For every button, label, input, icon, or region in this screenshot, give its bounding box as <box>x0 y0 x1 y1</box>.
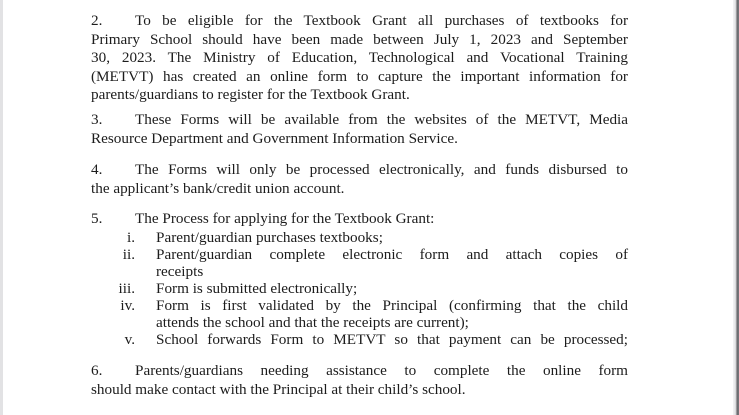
paragraph-6-line-2 <box>91 381 628 399</box>
paragraph-5 <box>91 210 628 228</box>
step-text: Form is first validated by the Principal (confirming that the child <box>156 296 628 314</box>
paragraph-line: the applicant’s bank/credit union account. <box>91 179 345 197</box>
paragraph-line: Primary School should have been made between July 1, 2023 and September <box>91 30 628 48</box>
step-numeral: v. <box>124 330 135 348</box>
step-text: Parent/guardian complete electronic form and attach copies of <box>156 245 628 263</box>
paragraph-3-line-2 <box>91 130 628 148</box>
paragraph-line: (METVT) has created an online form to capture the important information for <box>91 67 628 85</box>
step-text: Parent/guardian purchases textbooks; <box>156 228 383 246</box>
paragraph-heading: The Process for applying for the Textbook Grant: <box>135 210 435 227</box>
paragraph-line: The Forms will only be processed electronically, and funds disbursed to <box>135 161 628 178</box>
paragraph-6 <box>91 362 628 380</box>
paragraph-number: 6. <box>91 362 103 379</box>
paragraph-number: 5. <box>91 210 103 227</box>
paragraph-number: 2. <box>91 12 103 29</box>
paragraph-2-line-2 <box>91 31 628 49</box>
page-left-edge <box>0 0 3 415</box>
step-text: attends the school and that the receipts are current); <box>156 313 469 331</box>
step-text: Form is submitted electronically; <box>156 279 358 297</box>
paragraph-4 <box>91 161 628 179</box>
paragraph-number: 3. <box>91 111 103 128</box>
paragraph-line: parents/guardians to register for the Textbook Grant. <box>91 86 410 103</box>
step-numeral: ii. <box>122 245 135 263</box>
paragraph-line: 30, 2023. The Ministry of Education, Technological and Vocational Training <box>91 49 628 66</box>
step-numeral: iii. <box>118 279 135 297</box>
paragraph-2-line-4 <box>91 68 628 86</box>
paragraph-2-line-5 <box>91 86 628 104</box>
scrollbar[interactable] <box>733 0 739 415</box>
step-text: School forwards Form to METVT so that payment can be processed; <box>156 330 628 348</box>
paragraph-line: Resource Department and Government Information Service. <box>91 129 458 147</box>
paragraph-2 <box>91 12 628 30</box>
paragraph-line: To be eligible for the Textbook Grant all purchases of textbooks for <box>135 12 628 29</box>
paragraph-2-line-3 <box>91 49 628 67</box>
paragraph-number: 4. <box>91 161 103 178</box>
paragraph-line: These Forms will be available from the websites of the METVT, Media <box>135 111 628 128</box>
step-text: receipts <box>156 262 204 280</box>
step-numeral: iv. <box>120 296 135 314</box>
paragraph-3 <box>91 111 628 129</box>
paragraph-4-line-2 <box>91 180 628 198</box>
paragraph-line: should make contact with the Principal at their child’s school. <box>91 380 466 398</box>
paragraph-line: Parents/guardians needing assistance to complete the online form <box>135 362 628 379</box>
step-numeral: i. <box>126 228 135 246</box>
